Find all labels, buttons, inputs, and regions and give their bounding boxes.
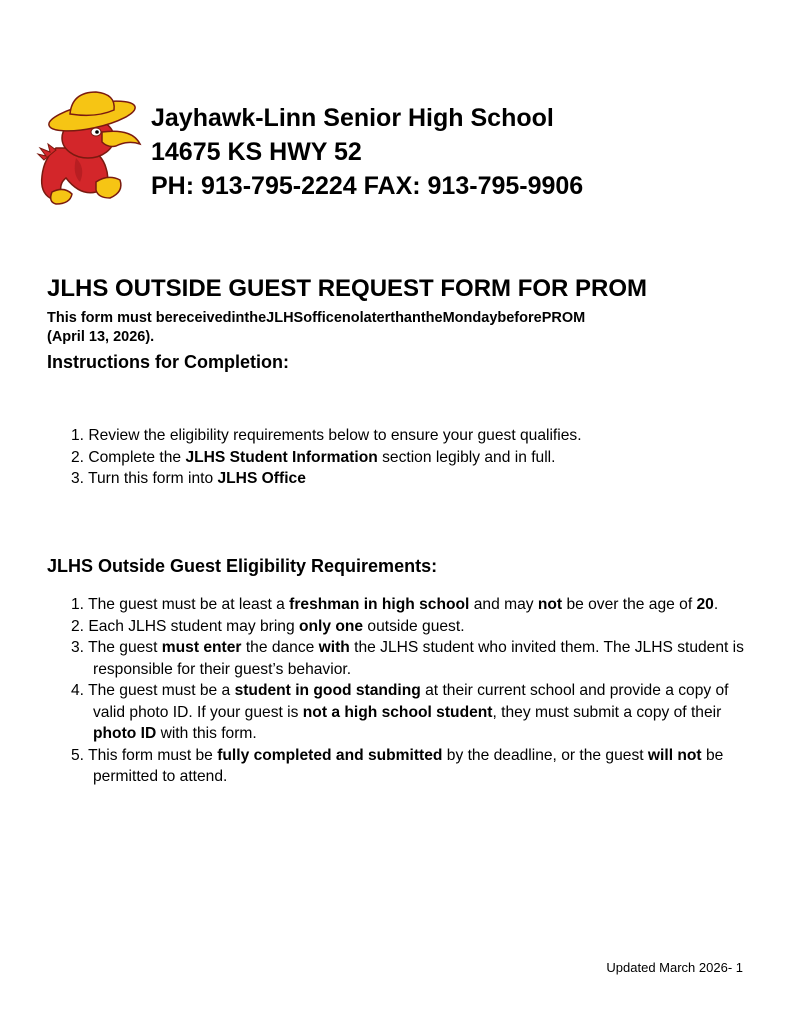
eligibility-list <box>71 594 761 788</box>
list-item-text <box>71 594 761 616</box>
emphasis-text: only one <box>298 617 364 635</box>
body-text: . <box>713 596 719 613</box>
school-logo <box>36 88 144 206</box>
emphasis-text: fully completed and submitted <box>217 746 443 764</box>
body-text: Each JLHS student may bring <box>88 617 299 635</box>
school-address: 14675 KS HWY 52 <box>151 138 362 166</box>
body-text: This form must be <box>88 746 218 764</box>
instructions-heading: Instructions for Completion: <box>47 352 289 372</box>
instructions-list <box>71 425 761 490</box>
emphasis-text: must enter <box>161 639 242 656</box>
emphasis-text: 20 <box>696 596 714 613</box>
body-text: outside guest. <box>363 617 465 635</box>
emphasis-text: not <box>537 596 563 613</box>
body-text: be permitted to attend. <box>93 746 724 785</box>
emphasis-text: freshman in high school <box>289 596 470 613</box>
emphasis-text: will not <box>647 746 702 764</box>
body-text: The guest must be at least a <box>88 596 290 613</box>
list-item <box>71 594 761 616</box>
list-item-number: 4. <box>71 682 89 699</box>
list-item-text <box>71 447 761 469</box>
list-item-text <box>71 745 761 788</box>
body-text: at their current school and provide a copy of valid photo ID. If your guest is <box>93 682 729 721</box>
body-text: by the deadline, or the guest <box>442 746 648 764</box>
list-item-number: 3. <box>71 639 89 656</box>
emphasis-text: with <box>318 639 350 656</box>
body-text: section legibly and in full. <box>377 448 556 466</box>
body-text: with this form. <box>156 725 257 742</box>
school-phone-fax: PH: 913-795-2224 FAX: 913-795-9906 <box>151 172 584 200</box>
footer-updated: Updated March 2026- 1 <box>606 960 743 975</box>
emphasis-text: photo ID <box>93 725 157 742</box>
list-item-number: 3. <box>71 470 89 487</box>
list-item <box>71 745 761 788</box>
list-item-text <box>71 680 761 745</box>
emphasis-text: student in good standing <box>234 682 421 699</box>
list-item-text <box>71 616 761 638</box>
list-item-number: 5. <box>71 746 89 764</box>
deadline-notice-line1: This form must bereceivedintheJLHSofficenolaterthantheMondaybeforePROM <box>47 310 586 326</box>
eligibility-heading: JLHS Outside Guest Eligibility Requirements: <box>47 556 438 576</box>
jayhawk-mascot-icon <box>36 88 144 206</box>
list-item-number: 2. <box>71 617 89 635</box>
body-text: and may <box>469 596 538 613</box>
body-text: the dance <box>241 639 319 656</box>
body-text: the JLHS student who invited them. The JLHS student is responsible for their guest’s behavior. <box>93 639 744 678</box>
list-item-text <box>71 425 761 447</box>
list-item-number: 1. <box>71 427 89 444</box>
page-title: JLHS OUTSIDE GUEST REQUEST FORM FOR PROM <box>47 275 648 302</box>
body-text: Complete the <box>88 448 186 466</box>
list-item-text <box>71 637 761 680</box>
list-item <box>71 447 761 469</box>
list-item <box>71 425 761 447</box>
deadline-notice-line2: (April 13, 2026). <box>47 329 155 345</box>
emphasis-text: JLHS Office <box>217 470 306 487</box>
body-text: be over the age of <box>562 596 697 613</box>
list-item-number: 2. <box>71 448 89 466</box>
emphasis-text: not a high school student <box>302 703 493 721</box>
list-item <box>71 637 761 680</box>
list-item-number: 1. <box>71 596 89 613</box>
body-text: Turn this form into <box>88 470 218 487</box>
list-item <box>71 680 761 745</box>
list-item <box>71 616 761 638</box>
body-text: Review the eligibility requirements below to ensure your guest qualifies. <box>88 427 582 444</box>
list-item-text <box>71 468 761 490</box>
body-text: , they must submit a copy of their <box>492 703 722 721</box>
body-text: The guest <box>88 639 162 656</box>
emphasis-text: JLHS Student Information <box>185 448 378 466</box>
body-text: The guest must be a <box>88 682 235 699</box>
school-name: Jayhawk-Linn Senior High School <box>151 104 554 132</box>
list-item <box>71 468 761 490</box>
